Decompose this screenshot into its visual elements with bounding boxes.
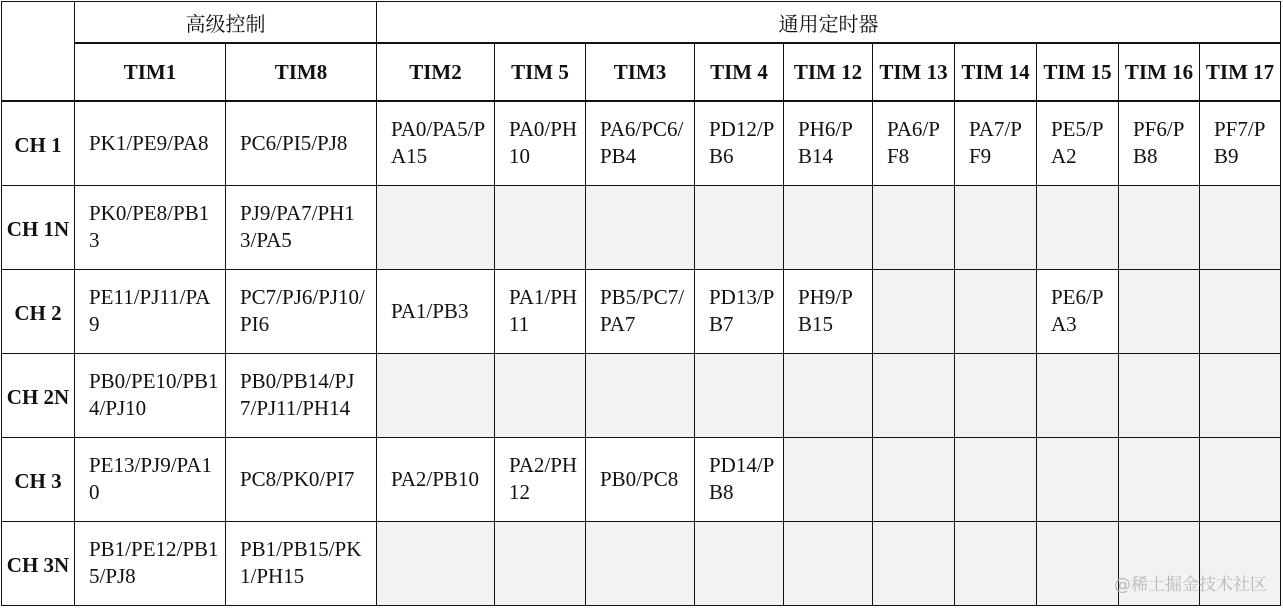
empty-cell [784, 185, 873, 269]
pin-cell: PB1/PB15/PK1/PH15 [226, 521, 377, 605]
group-header-advanced: 高级控制 [75, 2, 377, 44]
table-row [2, 185, 1281, 269]
empty-cell [955, 185, 1037, 269]
empty-cell [784, 521, 873, 605]
empty-cell [1037, 521, 1119, 605]
pin-cell: PK1/PE9/PA8 [75, 101, 226, 185]
timer-header: TIM 13 [873, 43, 955, 101]
pin-cell: PA1/PB3 [377, 269, 495, 353]
empty-cell [586, 353, 695, 437]
empty-cell [377, 353, 495, 437]
empty-cell [695, 353, 784, 437]
empty-cell [955, 437, 1037, 521]
timer-header: TIM 15 [1037, 43, 1119, 101]
empty-cell [1119, 353, 1200, 437]
pin-cell: PA2/PB10 [377, 437, 495, 521]
empty-cell [873, 437, 955, 521]
pin-cell: PA0/PA5/PA15 [377, 101, 495, 185]
channel-label: CH 2N [2, 353, 75, 437]
table-row [2, 101, 1281, 185]
pin-cell: PK0/PE8/PB13 [75, 185, 226, 269]
timer-header: TIM1 [75, 43, 226, 101]
pin-cell: PH9/PB15 [784, 269, 873, 353]
empty-cell [1200, 437, 1281, 521]
channel-label: CH 3N [2, 521, 75, 605]
pin-cell: PA1/PH11 [495, 269, 586, 353]
timer-header: TIM2 [377, 43, 495, 101]
pin-cell: PH6/PB14 [784, 101, 873, 185]
empty-cell [1119, 269, 1200, 353]
group-header-general: 通用定时器 [377, 2, 1281, 44]
pin-cell: PF6/PB8 [1119, 101, 1200, 185]
empty-cell [955, 353, 1037, 437]
empty-cell [873, 185, 955, 269]
pin-cell: PC7/PJ6/PJ10/PI6 [226, 269, 377, 353]
empty-cell [495, 521, 586, 605]
empty-cell [784, 437, 873, 521]
timer-header: TIM 4 [695, 43, 784, 101]
pin-cell: PJ9/PA7/PH13/PA5 [226, 185, 377, 269]
empty-cell [695, 185, 784, 269]
pin-cell: PE11/PJ11/PA9 [75, 269, 226, 353]
timer-header: TIM3 [586, 43, 695, 101]
empty-cell [1037, 353, 1119, 437]
empty-cell [495, 353, 586, 437]
table-row [2, 521, 1281, 605]
pin-cell: PB0/PE10/PB14/PJ10 [75, 353, 226, 437]
empty-cell [586, 521, 695, 605]
table-row [2, 353, 1281, 437]
timer-header-row [2, 43, 1281, 101]
corner-cell [2, 2, 75, 102]
empty-cell [1119, 437, 1200, 521]
empty-cell [1200, 353, 1281, 437]
pin-cell: PA6/PF8 [873, 101, 955, 185]
pin-cell: PD13/PB7 [695, 269, 784, 353]
empty-cell [1037, 185, 1119, 269]
empty-cell [873, 269, 955, 353]
timer-header: TIM 17 [1200, 43, 1281, 101]
pin-cell: PD12/PB6 [695, 101, 784, 185]
pin-cell: PF7/PB9 [1200, 101, 1281, 185]
empty-cell [1200, 269, 1281, 353]
timer-header: TIM 5 [495, 43, 586, 101]
empty-cell [1037, 437, 1119, 521]
timer-pin-table [1, 1, 1281, 606]
timer-header: TIM 12 [784, 43, 873, 101]
pin-cell: PE13/PJ9/PA10 [75, 437, 226, 521]
empty-cell [873, 353, 955, 437]
table-row [2, 437, 1281, 521]
timer-header: TIM8 [226, 43, 377, 101]
pin-cell: PB0/PC8 [586, 437, 695, 521]
timer-header: TIM 14 [955, 43, 1037, 101]
pin-cell: PA7/PF9 [955, 101, 1037, 185]
channel-label: CH 2 [2, 269, 75, 353]
watermark: @稀土掘金技术社区 [1114, 575, 1267, 595]
empty-cell [873, 521, 955, 605]
pin-cell: PB0/PB14/PJ7/PJ11/PH14 [226, 353, 377, 437]
pin-cell: PB1/PE12/PB15/PJ8 [75, 521, 226, 605]
empty-cell [1200, 185, 1281, 269]
channel-label: CH 3 [2, 437, 75, 521]
channel-label: CH 1 [2, 101, 75, 185]
empty-cell [695, 521, 784, 605]
timer-header: TIM 16 [1119, 43, 1200, 101]
pin-cell: PC6/PI5/PJ8 [226, 101, 377, 185]
empty-cell [955, 521, 1037, 605]
empty-cell [784, 353, 873, 437]
empty-cell [1119, 185, 1200, 269]
channel-label: CH 1N [2, 185, 75, 269]
pin-cell: PB5/PC7/PA7 [586, 269, 695, 353]
pin-cell: PD14/PB8 [695, 437, 784, 521]
pin-cell: PC8/PK0/PI7 [226, 437, 377, 521]
empty-cell [377, 521, 495, 605]
pin-cell: PE5/PA2 [1037, 101, 1119, 185]
pin-cell: PA2/PH12 [495, 437, 586, 521]
empty-cell [586, 185, 695, 269]
empty-cell [377, 185, 495, 269]
table-row [2, 269, 1281, 353]
empty-cell [955, 269, 1037, 353]
pin-cell: PA0/PH10 [495, 101, 586, 185]
pin-cell: PE6/PA3 [1037, 269, 1119, 353]
empty-cell [495, 185, 586, 269]
pin-cell: PA6/PC6/PB4 [586, 101, 695, 185]
